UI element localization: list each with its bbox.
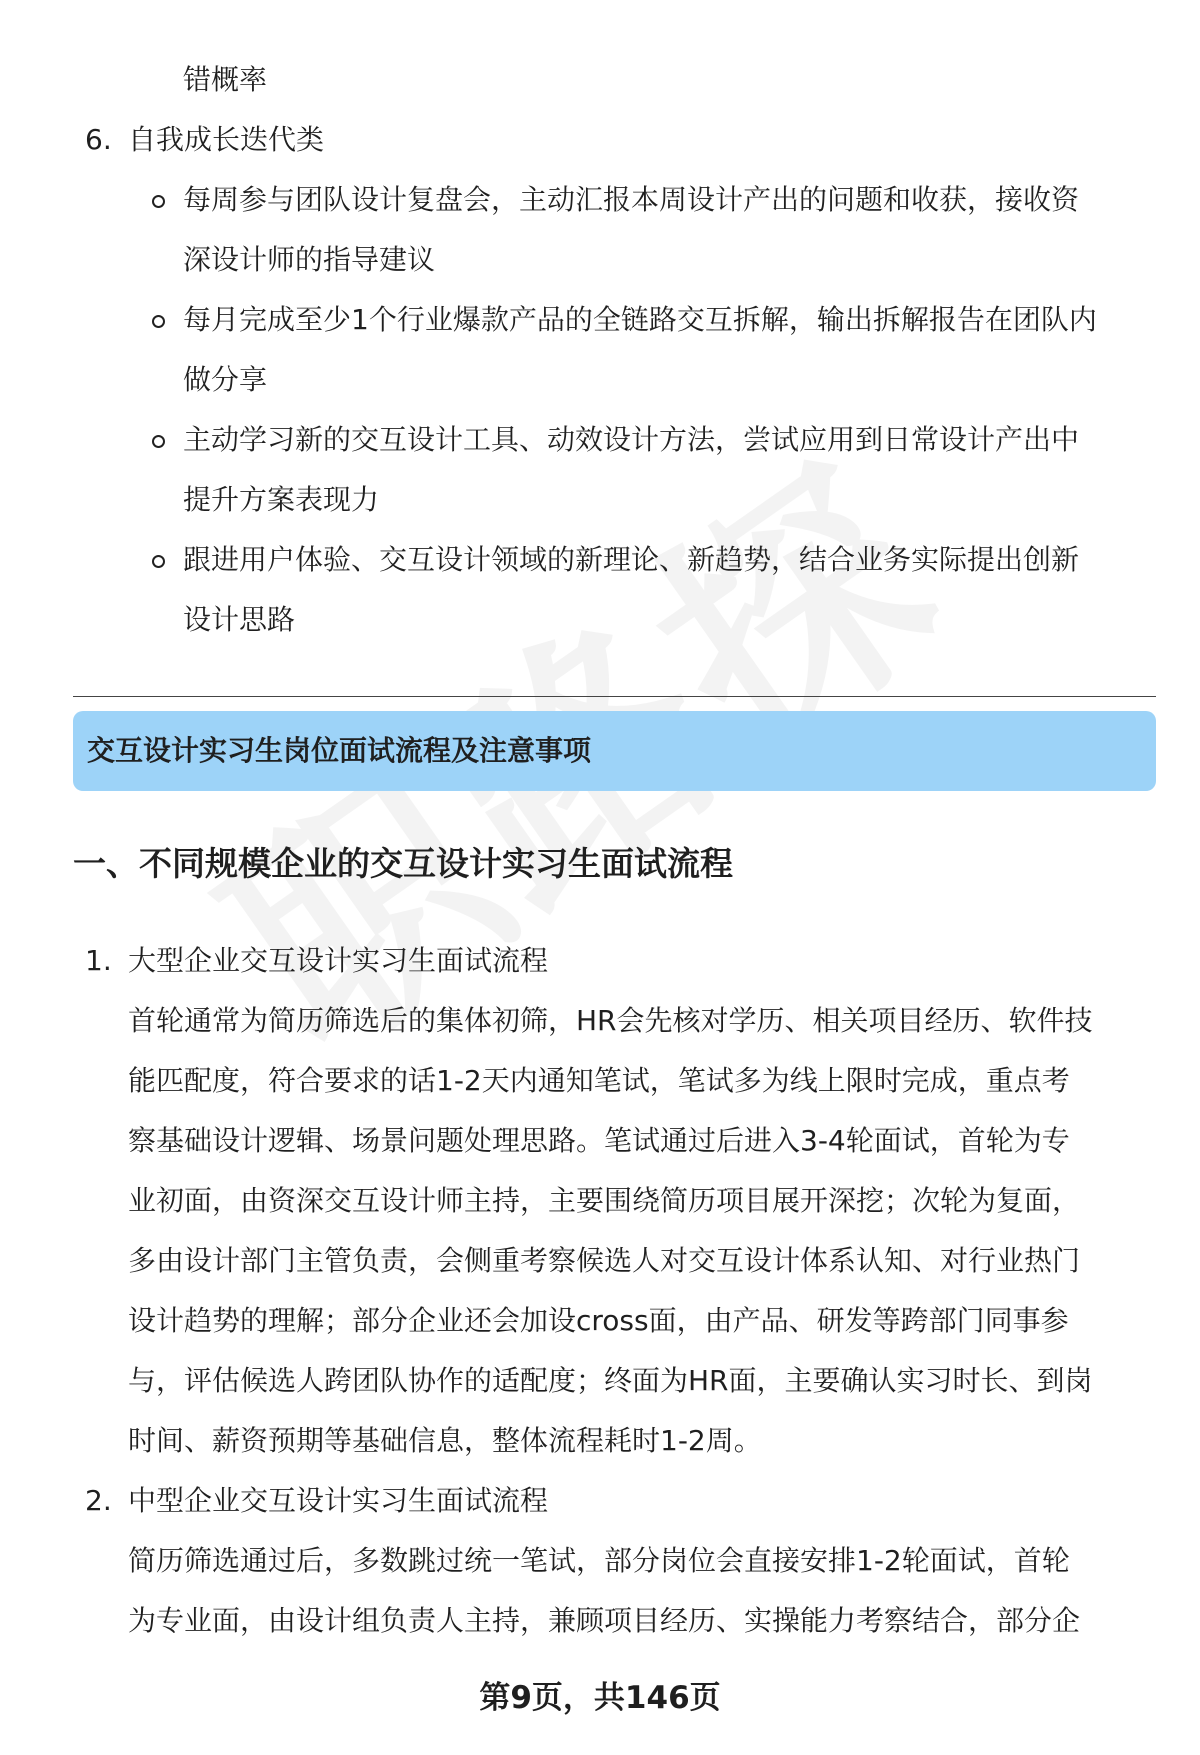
paragraph-line: 察基础设计逻辑、场景问题处理思路。笔试通过后进入3-4轮面试，首轮为专 (128, 1124, 1070, 1157)
bullet-line: 设计思路 (183, 603, 296, 636)
bullet-line: 主动学习新的交互设计工具、动效设计方法，尝试应用到日常设计产出中 (183, 423, 1080, 456)
list-item-title: 大型企业交互设计实习生面试流程 (128, 944, 549, 977)
bullet-line: 每月完成至少1个行业爆款产品的全链路交互拆解，输出拆解报告在团队内 (183, 303, 1097, 336)
bullet-line: 做分享 (183, 363, 268, 396)
horizontal-divider (73, 696, 1156, 697)
section-heading: 一、不同规模企业的交互设计实习生面试流程 (73, 844, 733, 883)
bullet-line: 提升方案表现力 (183, 483, 380, 516)
paragraph-line: 为专业面，由设计组负责人主持，兼顾项目经历、实操能力考察结合，部分企 (128, 1604, 1081, 1637)
paragraph-line: 时间、薪资预期等基础信息，整体流程耗时1-2周。 (128, 1424, 762, 1457)
bullet-line: 每周参与团队设计复盘会，主动汇报本周设计产出的问题和收获，接收资 (183, 183, 1080, 216)
banner-title: 交互设计实习生岗位面试流程及注意事项 (87, 734, 592, 767)
hollow-bullet-icon (152, 555, 165, 568)
list-number: 1. (85, 944, 112, 977)
paragraph-line: 能匹配度，符合要求的话1-2天内通知笔试，笔试多为线上限时完成，重点考 (128, 1064, 1070, 1097)
section-banner (73, 711, 1156, 791)
hollow-bullet-icon (152, 195, 165, 208)
list-item-title: 中型企业交互设计实习生面试流程 (128, 1484, 549, 1517)
paragraph-line: 业初面，由资深交互设计师主持，主要围绕简历项目展开深挖；次轮为复面， (128, 1184, 1081, 1217)
bullet-line: 跟进用户体验、交互设计领域的新理论、新趋势，结合业务实际提出创新 (183, 543, 1080, 576)
page-number-footer: 第9页，共146页 (479, 1680, 721, 1716)
bullet-line: 深设计师的指导建议 (183, 243, 436, 276)
paragraph-line: 多由设计部门主管负责，会侧重考察候选人对交互设计体系认知、对行业热门 (128, 1244, 1081, 1277)
hollow-bullet-icon (152, 315, 165, 328)
list-item-title: 自我成长迭代类 (128, 123, 325, 156)
continuation-line: 错概率 (183, 63, 268, 96)
paragraph-line: 简历筛选通过后，多数跳过统一笔试，部分岗位会直接安排1-2轮面试，首轮 (128, 1544, 1070, 1577)
hollow-bullet-icon (152, 435, 165, 448)
paragraph-line: 与，评估候选人跨团队协作的适配度；终面为HR面，主要确认实习时长、到岗 (128, 1364, 1093, 1397)
paragraph-line: 首轮通常为简历筛选后的集体初筛，HR会先核对学历、相关项目经历、软件技 (128, 1004, 1093, 1037)
paragraph-line: 设计趋势的理解；部分企业还会加设cross面，由产品、研发等跨部门同事参 (128, 1304, 1069, 1337)
list-number: 2. (85, 1484, 112, 1517)
list-number: 6. (85, 123, 112, 156)
